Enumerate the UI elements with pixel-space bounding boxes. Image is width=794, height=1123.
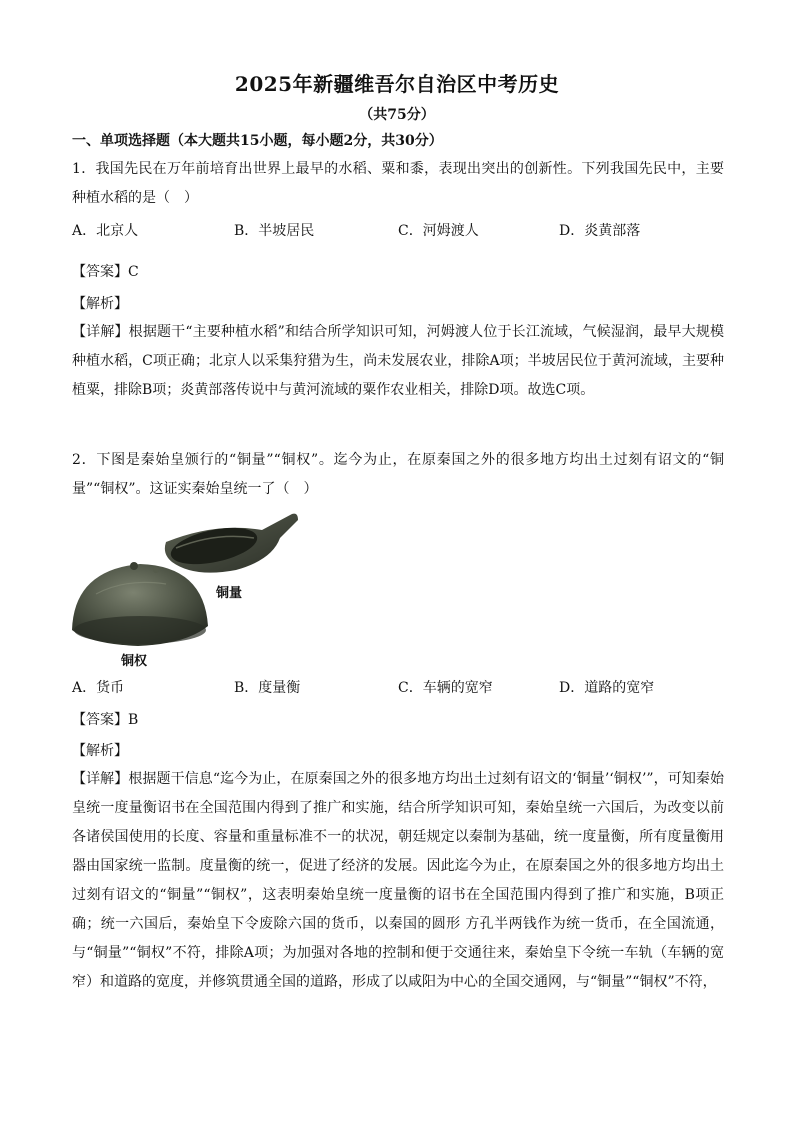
bronze-measure [165, 514, 298, 573]
question-1-detail: 【详解】根据题干“主要种植水稻”和结合所学知识可知，河姆渡人位于长江流域，气候湿润，最早大规模种植水稻，C项正确；北京人以采集狩猎为生，尚未发展农业，排除A项；半坡居民位于黄河流域，主要种植粟，排除B项；炎黄部落传说中与黄河流域的粟作农业相关，排除D项。故选C项。 [72, 324, 724, 398]
bronze-weight [72, 562, 208, 646]
option-b: B．度量衡 [234, 680, 301, 696]
option-d: D．炎黄部落 [559, 223, 641, 239]
section-heading: 一、单项选择题（本大题共15小题，每小题2分，共30分） [72, 133, 443, 149]
question-1-options [72, 220, 724, 242]
figure-label-weight: 铜权 [121, 654, 148, 669]
option-a: A．北京人 [72, 223, 139, 239]
bronze-artifacts-figure [66, 508, 306, 670]
page-title: 2025年新疆维吾尔自治区中考历史 [234, 72, 560, 96]
analysis-label: 【解析】 [72, 296, 128, 312]
answer-label: 【答案】C [72, 264, 139, 280]
option-c: C．车辆的宽窄 [398, 680, 493, 696]
page-subtitle: （共75分） [359, 107, 435, 123]
bronze-artifacts-image [66, 508, 306, 670]
option-a: A．货币 [72, 680, 125, 696]
option-b: B．半坡居民 [234, 223, 315, 239]
analysis-label: 【解析】 [72, 743, 128, 759]
question-2-options [72, 677, 724, 699]
figure-label-measure: 铜量 [216, 586, 243, 601]
question-1-stem: 1．我国先民在万年前培育出世界上最早的水稻、粟和黍，表现出突出的创新性。下列我国先民中，主要种植水稻的是（ ） [72, 161, 724, 206]
option-c: C．河姆渡人 [398, 223, 479, 239]
question-2-detail: 【详解】根据题干信息“迄今为止，在原秦国之外的很多地方均出土过刻有诏文的‘铜量’‘铜权’”，可知秦始皇统一度量衡诏书在全国范围内得到了推广和实施，结合所学知识可知，秦始皇统一六国后，为改变以前各诸侯国使用的长度、容量和重量标准不一的状况，朝廷规定以秦制为基础，统一度量衡，所有度量衡用器由国家统一监制。度量衡的统一，促进了经济的发展。因此迄今为止，在原秦国之外的很多地方均出土过刻有诏文的“铜量”“铜权”，这表明秦始皇统一度量衡的诏书在全国范围内得到了推广和实施，B项正确；统一六国后，秦始皇下令废除六国的货币，以秦国的圆形 方孔半两钱作为统一货币，在全国流通，与“铜量”“铜权”不符，排除A项；为加强对各地的控制和便于交通往来，秦始皇下令统一车轨（车辆的宽窄）和道路的宽度，并修筑贯通全国的道路，形成了以咸阳为中心的全国交通网，与“铜量”“铜权”不符， [72, 771, 724, 990]
question-2-stem: 2．下图是秦始皇颁行的“铜量”“铜权”。迄今为止，在原秦国之外的很多地方均出土过刻有诏文的“铜量”“铜权”。这证实秦始皇统一了（ ） [72, 452, 724, 497]
option-d: D．道路的宽窄 [559, 680, 655, 696]
answer-label: 【答案】B [72, 712, 139, 728]
